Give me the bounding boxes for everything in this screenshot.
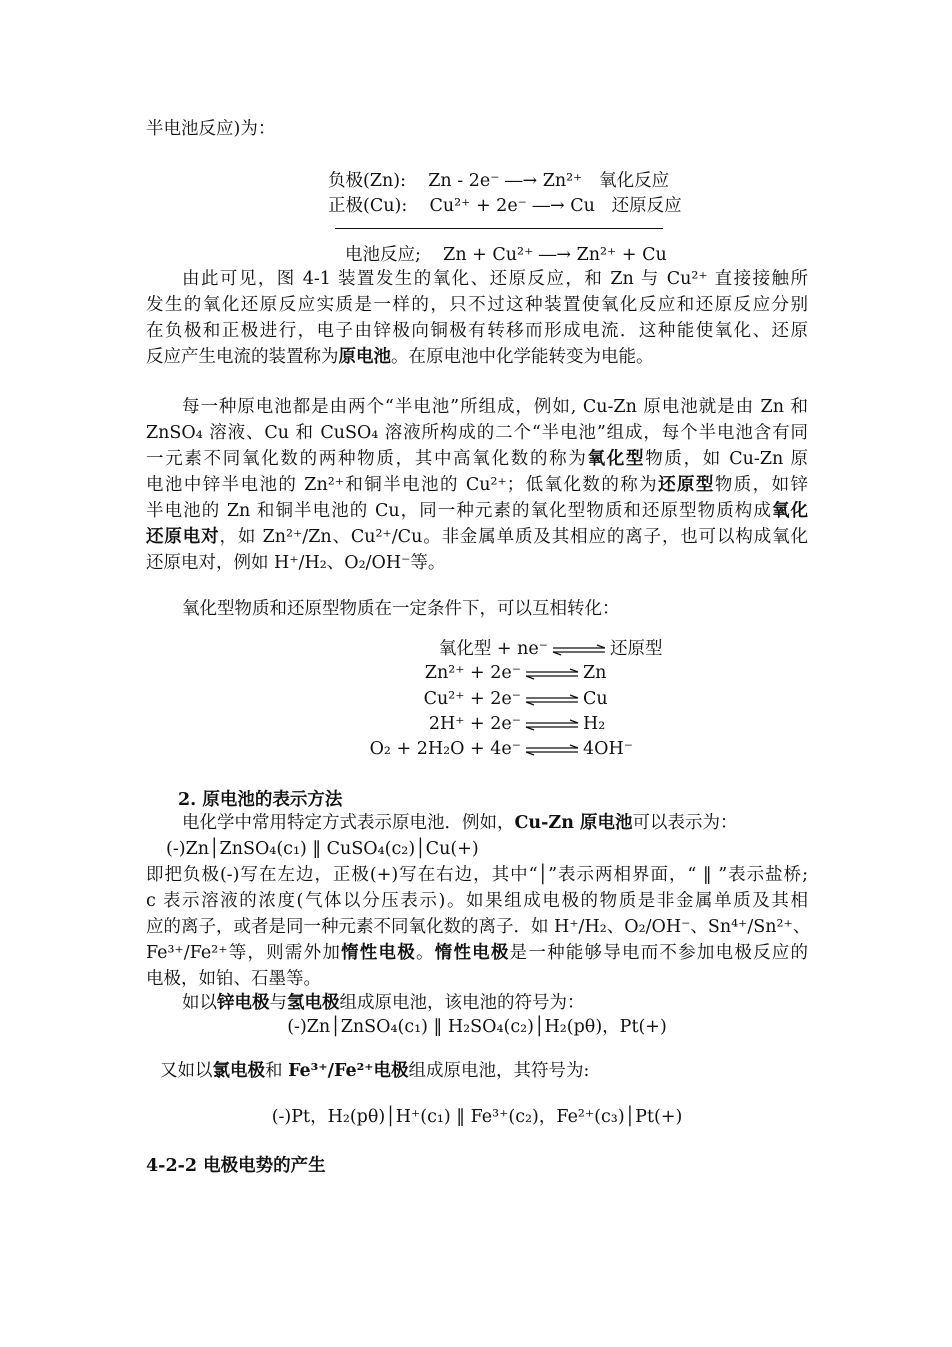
p3-line: 氧化型物质和还原型物质在一定条件下，可以互相转化：	[182, 599, 620, 619]
equilibrium-arrow-icon	[524, 694, 580, 706]
equilibrium-row	[439, 636, 663, 662]
term-chlorine-electrode: 氯电极	[212, 1061, 265, 1081]
term-galvanic-cell: 原电池	[338, 347, 391, 367]
sum-rule	[335, 228, 663, 229]
zn-h2-cell-notation: (-)Zn│ZnSO₄(c₁) ‖ H₂SO₄(c₂)│H₂(pθ)，Pt(+)	[287, 1017, 667, 1037]
term-fe-electrode: Fe³⁺/Fe²⁺电极	[288, 1061, 409, 1081]
equilibrium-left: Cu²⁺ + 2e⁻	[423, 689, 521, 709]
p2-line-5: 半电池的 Zn 和铜半电池的 Cu，同一种元素的氧化型物质和还原型物质构成氧化	[146, 501, 809, 521]
p6-line-1: 又如以氯电极和 Fe³⁺/Fe²⁺电极组成原电池，其符号为:	[160, 1061, 590, 1081]
equilibrium-arrow-icon	[524, 668, 580, 680]
equilibrium-left: O₂ + 2H₂O + 4e⁻	[369, 739, 521, 759]
negative-electrode-equation: 负极(Zn): Zn - 2e⁻ ―→ Zn²⁺ 氧化反应	[328, 171, 670, 191]
p2-line-2: ZnSO₄ 溶液、Cu 和 CuSO₄ 溶液所构成的二个“半电池”组成，每个半电池含有同	[146, 423, 808, 443]
p4-line-6: Fe³⁺/Fe²⁺等，则需外加惰性电极。惰性电极是一种能够导电而不参加电极反应的	[146, 943, 809, 963]
p4-line-7: 电极，如铂、石墨等。	[146, 969, 321, 989]
equilibrium-row	[425, 660, 607, 686]
term-inert-electrode-a: 惰性电极	[341, 943, 416, 963]
equilibrium-left: Zn²⁺ + 2e⁻	[424, 663, 521, 683]
term-zinc-electrode: 锌电极	[217, 993, 270, 1013]
term-reduced-form: 还原型	[658, 475, 715, 495]
equilibrium-arrow-icon	[524, 744, 580, 756]
equilibrium-right: Zn	[583, 663, 607, 683]
cu-zn-cell-notation: (-)Zn│ZnSO₄(c₁) ‖ CuSO₄(c₂)│Cu(+)	[166, 839, 479, 859]
section-heading: 4-2-2 电极电势的产生	[146, 1156, 326, 1176]
term-redox-couple-a: 氧化	[771, 501, 809, 521]
pt-fe-cell-notation: (-)Pt，H₂(pθ)│H⁺(c₁) ‖ Fe³⁺(c₂)，Fe²⁺(c₃)│Pt(+)	[271, 1107, 683, 1127]
p4-line-3: 即把负极(-)写在左边，正极(+)写在右边，其中“│”表示两相界面，“ ‖ ”表示盐桥;	[146, 865, 808, 885]
equilibrium-left: 氧化型 + ne⁻	[438, 639, 548, 659]
p2-line-1: 每一种原电池都是由两个“半电池”所组成，例如, Cu-Zn 原电池就是由 Zn 和	[182, 397, 808, 417]
p1-line-3: 在负极和正极进行，电子由锌极向铜极有转移而形成电流．这种能使氧化、还原	[146, 321, 808, 341]
equilibrium-right: 还原型	[610, 639, 663, 659]
p2-line-4: 电池中锌半电池的 Zn²⁺和铜半电池的 Cu²⁺；低氧化数的称为还原型物质，如锌	[146, 475, 809, 495]
equilibrium-row	[429, 711, 605, 737]
intro-line: 半电池反应)为：	[146, 119, 276, 139]
p2-line-7: 还原电对，例如 H⁺/H₂、O₂/OH⁻等。	[146, 553, 446, 573]
p4-line-4: c 表示溶液的浓度(气体以分压表示)。如果组成电极的物质是非金属单质及其相	[146, 891, 808, 911]
p2-line-3: 一元素不同氧化数的两种物质，其中高氧化数的称为氧化型物质，如 Cu-Zn 原	[146, 449, 809, 469]
equilibrium-right: H₂	[583, 714, 606, 734]
term-redox-couple-b: 还原电对	[146, 527, 220, 547]
equilibrium-row	[370, 736, 633, 762]
equilibrium-right: Cu	[583, 689, 608, 709]
equilibrium-arrow-icon	[551, 644, 607, 656]
term-oxidized-form: 氧化型	[587, 449, 646, 469]
cell-reaction-equation: 电池反应; Zn + Cu²⁺ ―→ Zn²⁺ + Cu	[345, 245, 667, 265]
equilibrium-right: 4OH⁻	[583, 739, 633, 759]
equilibrium-row	[424, 686, 608, 712]
p1-line-1: 由此可见，图 4-1 装置发生的氧化、还原反应，和 Zn 与 Cu²⁺ 直接接触所	[182, 269, 808, 289]
p1-line-4: 反应产生电流的装置称为原电池。在原电池中化学能转变为电能。	[146, 347, 654, 367]
equilibrium-left: 2H⁺ + 2e⁻	[428, 714, 521, 734]
term-cu-zn-cell: Cu-Zn 原电池	[514, 813, 633, 833]
term-inert-electrode-b: 惰性电极	[434, 943, 510, 963]
term-hydrogen-electrode: 氢电极	[287, 993, 340, 1013]
subsection-heading: 2. 原电池的表示方法	[178, 790, 343, 810]
p5-line-1: 如以锌电极与氢电极组成原电池，该电池的符号为：	[182, 993, 585, 1013]
positive-electrode-equation: 正极(Cu): Cu²⁺ + 2e⁻ ―→ Cu 还原反应	[328, 196, 682, 216]
p2-line-6: 还原电对，如 Zn²⁺/Zn、Cu²⁺/Cu。非金属单质及其相应的离子，也可以构成氧化	[146, 527, 809, 547]
equilibrium-arrow-icon	[524, 719, 580, 731]
p1-line-2: 发生的氧化还原反应实质是一样的，只不过这种装置使氧化反应和还原反应分别	[146, 295, 808, 315]
p4-line-1: 电化学中常用特定方式表示原电池．例如，Cu-Zn 原电池可以表示为：	[182, 813, 738, 833]
p4-line-5: 应的离子，或者是同一种元素不同氧化数的离子．如 H⁺/H₂、O₂/OH⁻、Sn⁴⁺/Sn²⁺、	[146, 917, 811, 937]
